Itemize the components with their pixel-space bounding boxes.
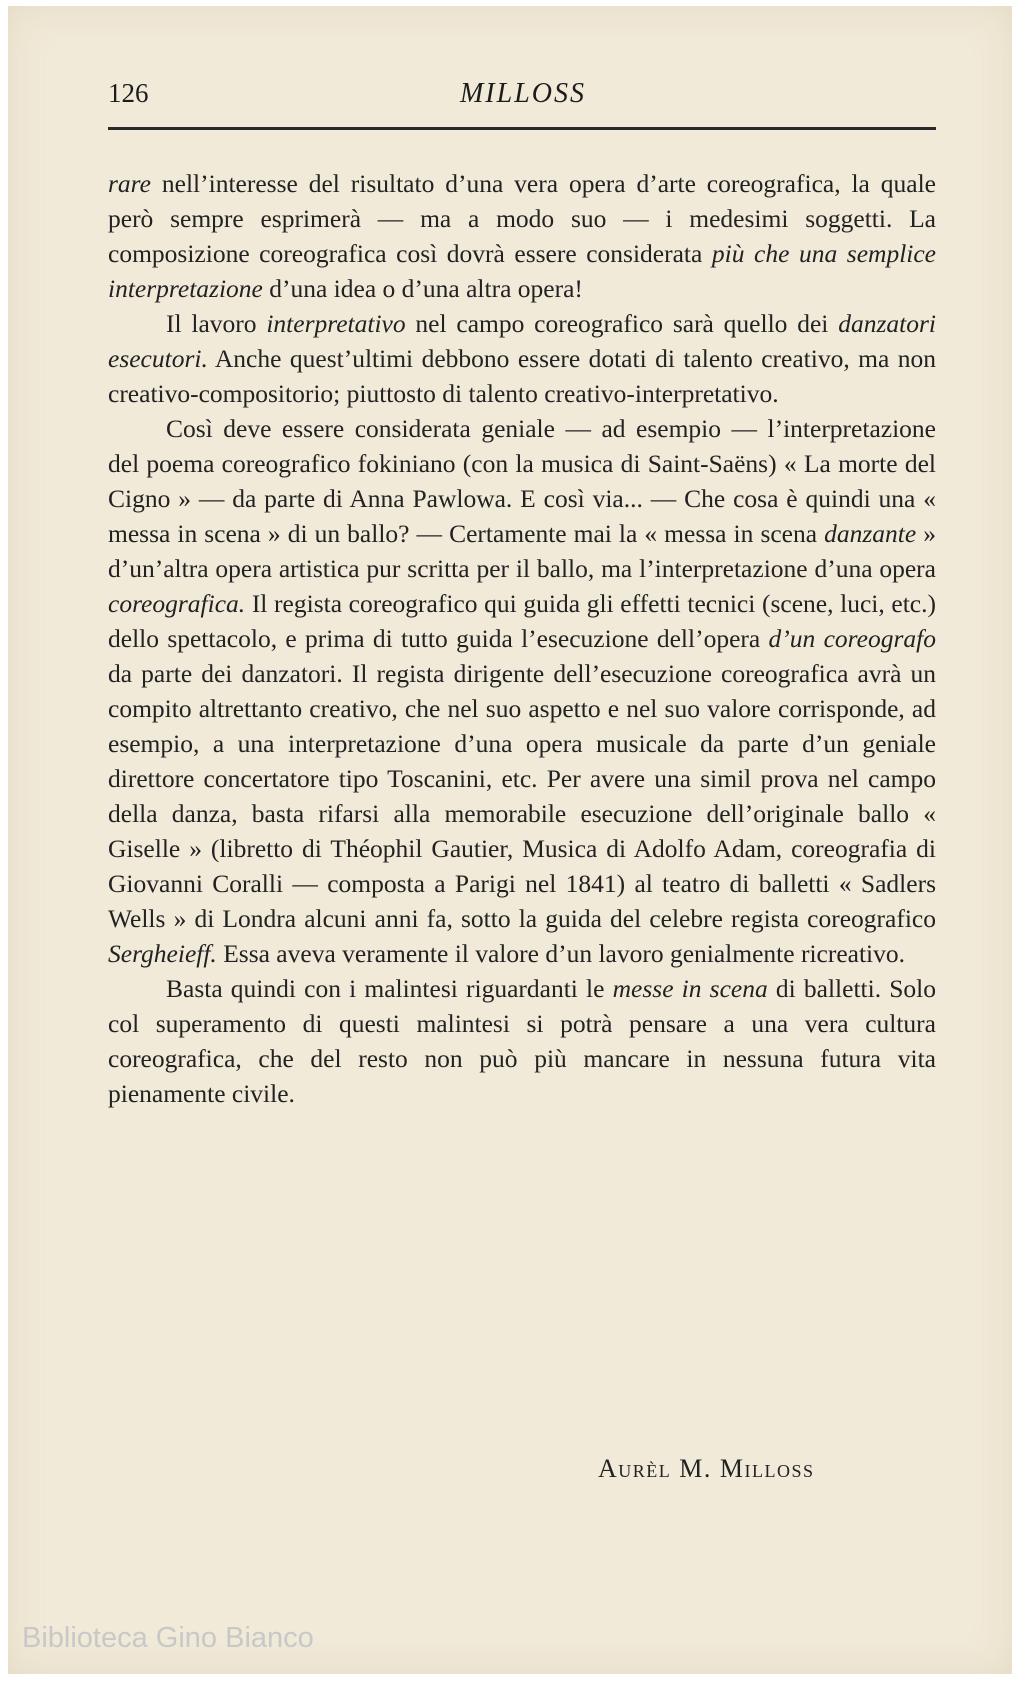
italic-text: coreografica.: [108, 589, 246, 618]
book-page: [8, 6, 1012, 1674]
paragraph: [108, 306, 936, 411]
text-run: Così deve essere considerata geniale — ad esempio — l’interpretazione del poema coreografico fokiniano (con la musica di Saint-Saëns) « La morte del Cigno » — da parte di Anna Pawlowa. E così via... — Che cosa è quindi una « messa in scena » di un ballo? — Certamente mai la « messa in scena: [108, 414, 936, 548]
italic-text: rare: [108, 169, 151, 198]
text-run: Basta quindi con i malintesi riguardanti le: [166, 974, 613, 1003]
italic-text: interpretativo: [266, 309, 406, 338]
paragraph: [108, 411, 936, 971]
text-run: d’una idea o d’una altra opera!: [262, 274, 583, 303]
running-title: MILLOSS: [459, 78, 586, 109]
paragraph: [108, 971, 936, 1111]
italic-text: Sergheieff.: [108, 939, 217, 968]
text-run: da parte dei danzatori. Il regista dirigente dell’esecuzione coreografica avrà un compito altrettanto creativo, che nel suo aspetto e nel suo valore corrisponde, ad esempio, a una interpretazione d’una opera musicale da parte d’un geniale direttore concertatore tipo Toscanini, etc. Per avere una simil prova nel campo della danza, basta rifarsi alla memorabile esecuzione dell’originale ballo « Giselle » (libretto di Théophil Gautier, Musica di Adolfo Adam, coreografia di Giovanni Coralli — composta a Parigi nel 1841) al teatro di balletti « Sadlers Wells » di Londra alcuni anni fa, sotto la guida del celebre regista coreografico: [108, 659, 936, 933]
italic-text: d’un coreografo: [768, 624, 936, 653]
text-run: nel campo coreografico sarà quello dei: [405, 309, 839, 338]
text-run: » d’un’altra opera artistica pur scritta per il ballo, ma l’interpretazione d’una opera: [108, 519, 937, 583]
italic-text: danzante: [824, 519, 917, 548]
text-run: di balletti. Solo col superamento di questi malintesi si potrà pensare a una vera cultura coreografica, che del resto non può più mancare in nessuna futura vita pienamente civile.: [108, 974, 936, 1108]
text-run: Essa aveva veramente il valore d’un lavoro genialmente ricreativo.: [216, 939, 906, 968]
header-rule: [108, 127, 936, 130]
italic-text: messe in scena: [612, 974, 768, 1003]
text-run: Il regista coreografico qui guida gli effetti tecnici (scene, luci, etc.) dello spettacolo, e prima di tutto guida l’esecuzione dell’opera: [108, 589, 936, 653]
library-watermark: Biblioteca Gino Bianco: [22, 1622, 314, 1654]
italic-text: più che una semplice interpretazione: [108, 239, 937, 303]
page-header: [108, 78, 938, 118]
italic-text: danzatori esecutori.: [108, 309, 936, 373]
body-text: [108, 166, 936, 1111]
page-number: 126: [108, 78, 149, 108]
text-run: nell’interesse del risultato d’una vera opera d’arte coreografica, la quale però sempre esprimerà — ma a modo suo — i medesimi soggetti. La composizione coreografica così dovrà essere considerata: [108, 169, 936, 268]
paragraph: [108, 166, 936, 306]
text-run: Il lavoro: [166, 309, 267, 338]
text-run: Anche quest’ultimi debbono essere dotati di talento creativo, ma non creativo-compositorio; piuttosto di talento creativo-interpretativo.: [108, 344, 936, 408]
author-signature: Aurèl M. Milloss: [598, 1454, 815, 1483]
